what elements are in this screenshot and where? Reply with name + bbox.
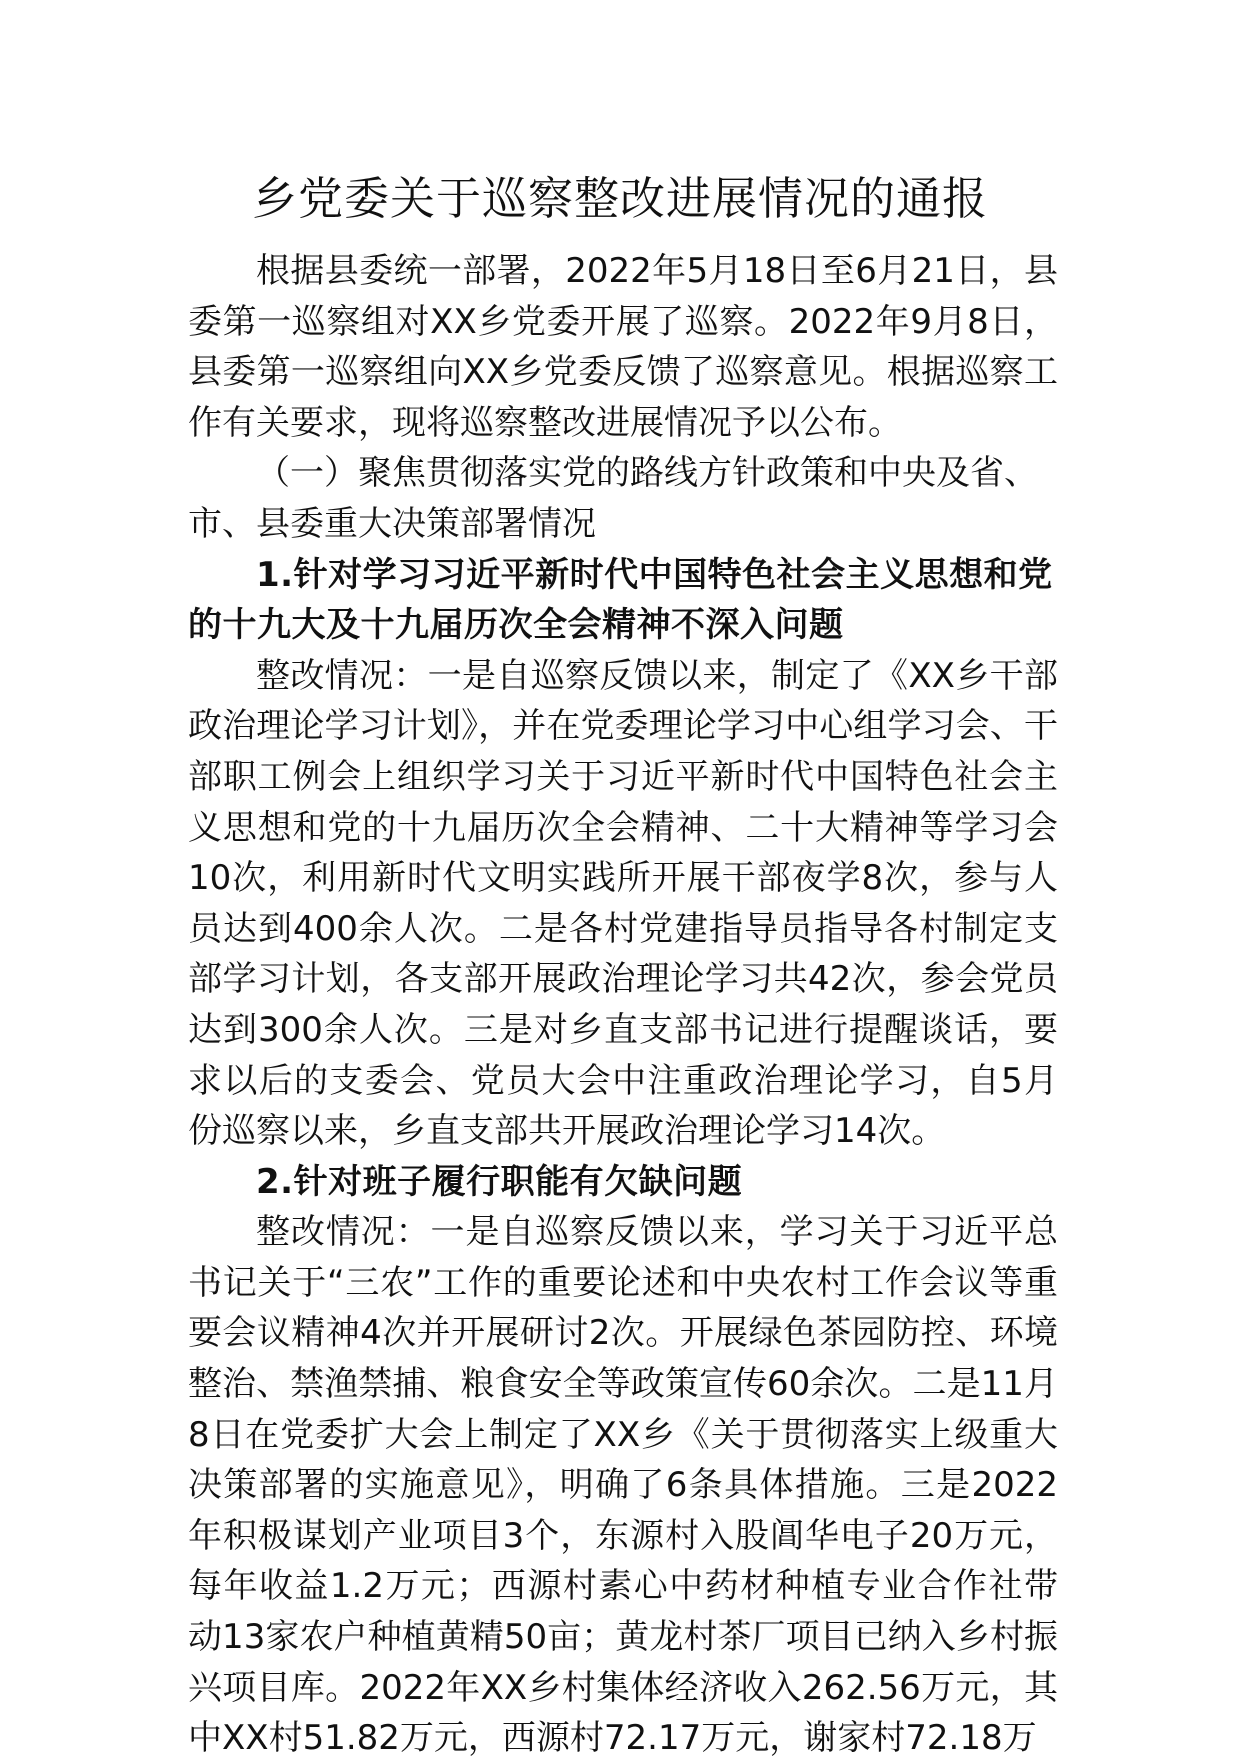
section-1-title: （一）聚焦贯彻落实党的路线方针政策和中央及省、市、县委重大决策部署情况 [188, 453, 1038, 544]
item-1-paragraph: 整改情况：一是自巡察反馈以来，制定了《XX乡干部政治理论学习计划》，并在党委理论学习中心组学习会、干部职工例会上组织学习关于习近平新时代中国特色社会主义思想和党的十九届历次全会精神、二十大精神等学习会10次，利用新时代文明实践所开展干部夜学8次，参与人员达到400余人次。二是各村党建指导员指导各村制定支部学习计划，各支部开展政治理论学习共42次，参会党员达到300余人次。三是对乡直支部书记进行提醒谈话，要求以后的支委会、党员大会中注重政治理论学习，自5月份巡察以来，乡直支部共开展政治理论学习14次。 [188, 655, 1058, 1152]
intro-paragraph: 根据县委统一部署，2022年5月18日至6月21日，县委第一巡察组对XX乡党委开展了巡察。2022年9月8日，县委第一巡察组向XX乡党委反馈了巡察意见。根据巡察工作有关要求，现将巡察整改进展情况予以公布。 [188, 251, 1058, 443]
item-2-paragraph: 整改情况：一是自巡察反馈以来，学习关于习近平总书记关于“三农”工作的重要论述和中央农村工作会议等重要会议精神4次并开展研讨2次。开展绿色茶园防控、环境整治、禁渔禁捕、粮食安全等政策宣传60余次。二是11月8日在党委扩大会上制定了XX乡《关于贯彻落实上级重大决策部署的实施意见》，明确了6条具体措施。三是2022年积极谋划产业项目3个，东源村入股阊华电子20万元，每年收益1.2万元；西源村素心中药材种植专业合作社带动13家农户种植黄精50亩；黄龙村茶厂项目已纳入乡村振兴项目库。2022年XX乡村集体经济收入262.56万元，其中XX村51.82万元，西源村72.17万元，谢家村72.18万 [188, 1212, 1058, 1759]
document-body [188, 246, 1058, 1764]
item-1-heading: 1.针对学习习近平新时代中国特色社会主义思想和党的十九大及十九届历次全会精神不深入问题 [188, 554, 1053, 646]
item-2-heading: 2.针对班子履行职能有欠缺问题 [256, 1161, 743, 1202]
document-title: 乡党委关于巡察整改进展情况的通报 [251, 172, 988, 225]
